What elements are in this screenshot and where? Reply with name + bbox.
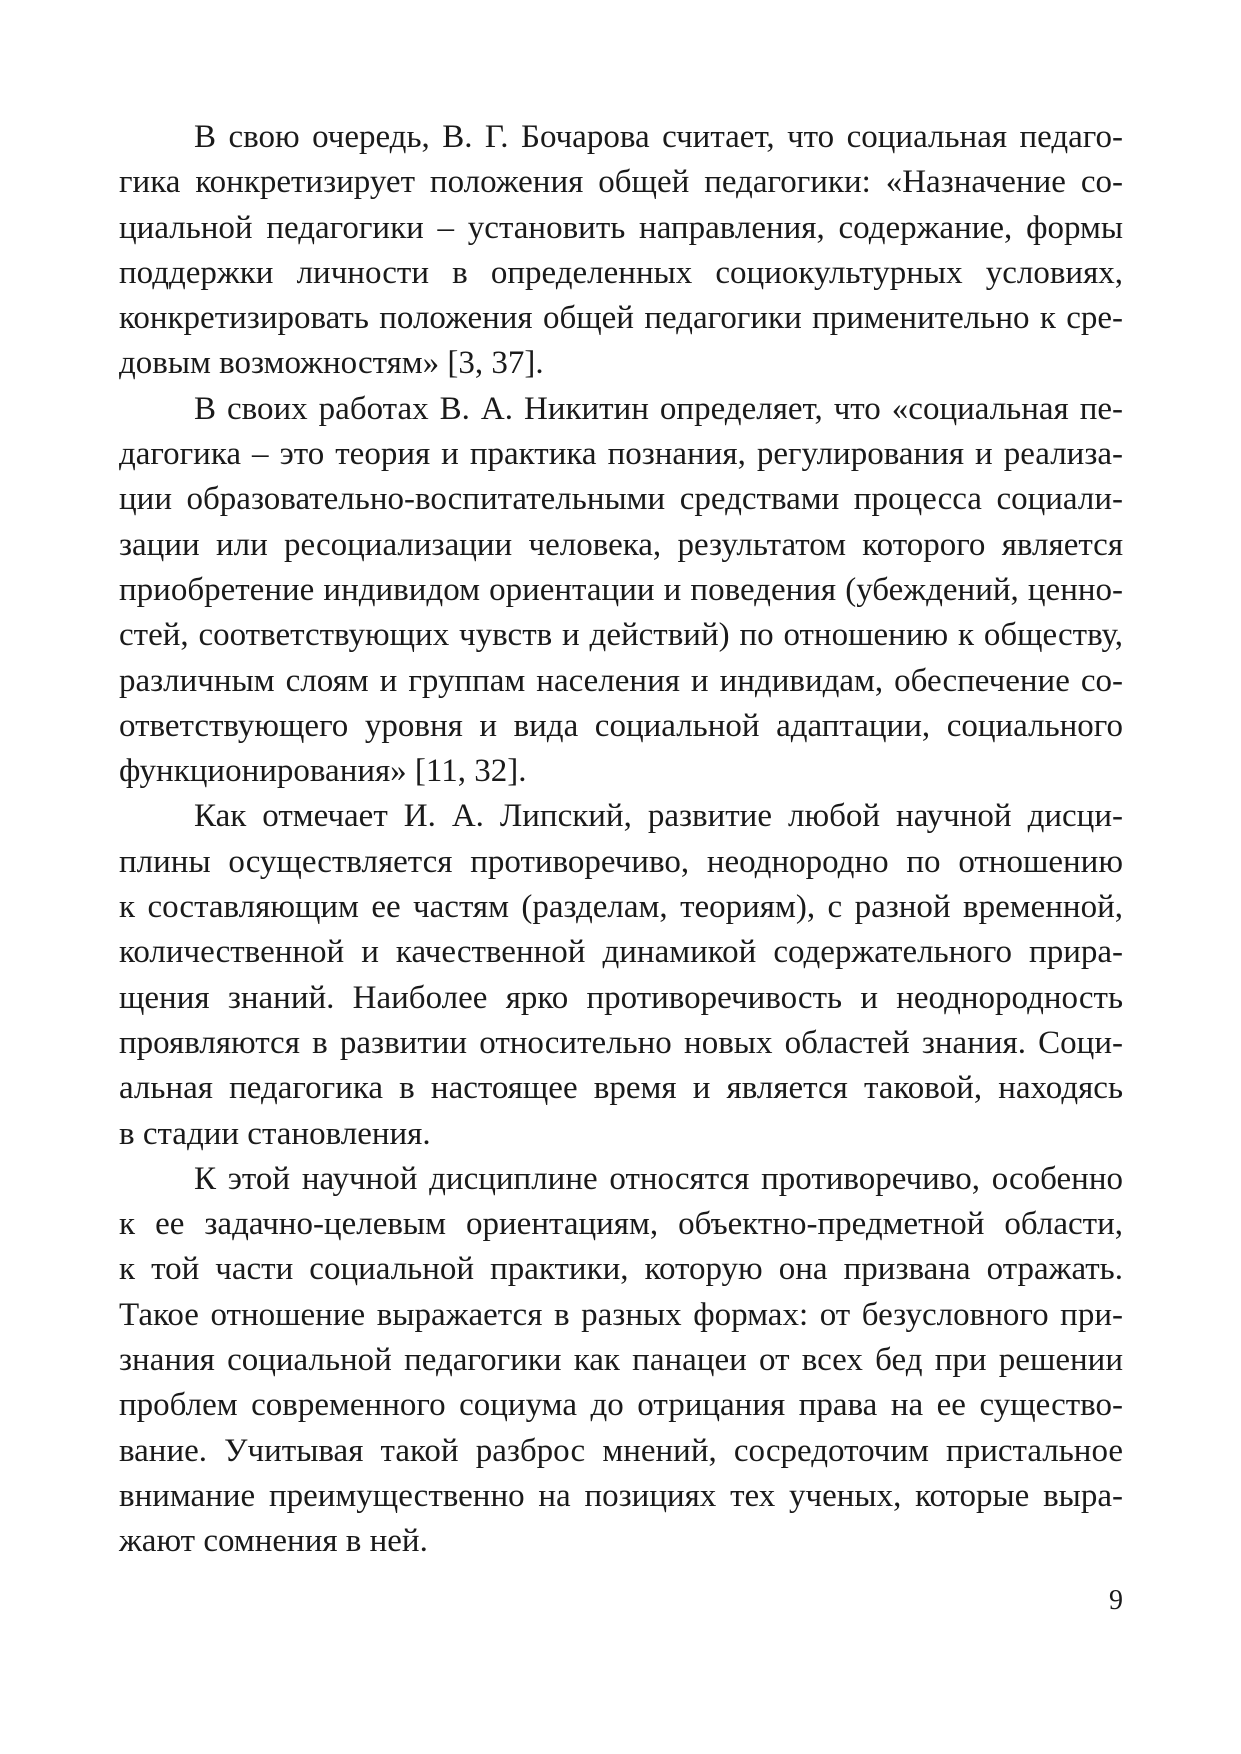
text-line: альная педагогика в настоящее время и является таковой, находясь	[119, 1070, 1123, 1107]
text-line: к ее задачно-целевым ориентациям, объектно-предметной области,	[119, 1206, 1123, 1243]
text-line: Такое отношение выражается в разных формах: от безусловного при-	[119, 1296, 1123, 1333]
text-line: приобретение индивидом ориентации и поведения (убеждений, ценно-	[119, 571, 1123, 608]
text-line: к той части социальной практики, которую она призвана отражать.	[119, 1251, 1123, 1288]
text-line: количественной и качественной динамикой содержательного прира-	[119, 934, 1123, 971]
text-line: внимание преимущественно на позициях тех ученых, которые выра-	[119, 1477, 1123, 1514]
text-line: щения знаний. Наиболее ярко противоречивость и неоднородность	[119, 979, 1123, 1016]
paragraph	[119, 115, 1123, 387]
page-number: 9	[1109, 1585, 1123, 1616]
text-line: дагогика – это теория и практика познания, регулирования и реализа-	[119, 436, 1123, 473]
text-line: ции образовательно-воспитательными средствами процесса социали-	[119, 481, 1123, 518]
text-line: конкретизировать положения общей педагогики применительно к сре-	[119, 300, 1123, 337]
text-line: ответствующего уровня и вида социальной адаптации, социального	[119, 707, 1123, 744]
text-line: циальной педагогики – установить направления, содержание, формы	[119, 209, 1123, 246]
text-line: вание. Учитывая такой разброс мнений, сосредоточим пристальное	[119, 1432, 1123, 1469]
body-text	[119, 115, 1123, 1565]
text-line: проблем современного социума до отрицания права на ее существо-	[119, 1387, 1123, 1424]
text-line: довым возможностям» [3, 37].	[119, 345, 544, 382]
text-line: поддержки личности в определенных социокультурных условиях,	[119, 254, 1123, 291]
text-line: к составляющим ее частям (разделам, теориям), с разной временной,	[119, 889, 1123, 926]
paragraph	[119, 387, 1123, 795]
text-line: знания социальной педагогики как панацеи от всех бед при решении	[119, 1342, 1123, 1379]
text-line: различным слоям и группам населения и индивидам, обеспечение со-	[119, 662, 1123, 699]
text-line: гика конкретизирует положения общей педагогики: «Назначение со-	[119, 164, 1123, 201]
paragraph	[119, 1157, 1123, 1565]
text-line: в стадии становления.	[119, 1115, 431, 1152]
text-line: В свою очередь, В. Г. Бочарова считает, что социальная педаго-	[194, 119, 1123, 155]
text-line: К этой научной дисциплине относятся противоречиво, особенно	[194, 1160, 1123, 1197]
text-line: В своих работах В. А. Никитин определяет, что «социальная пе-	[194, 390, 1123, 427]
text-line: Как отмечает И. А. Липский, развитие любой научной дисци-	[194, 798, 1123, 835]
text-line: плины осуществляется противоречиво, неоднородно по отношению	[119, 843, 1123, 880]
text-line: жают сомнения в ней.	[119, 1523, 428, 1560]
text-line: зации или ресоциализации человека, результатом которого является	[119, 526, 1123, 563]
text-line: функционирования» [11, 32].	[119, 753, 527, 790]
text-line: проявляются в развитии относительно новых областей знания. Соци-	[119, 1024, 1123, 1061]
paragraph	[119, 794, 1123, 1156]
text-line: стей, соответствующих чувств и действий) по отношению к обществу,	[119, 617, 1123, 654]
